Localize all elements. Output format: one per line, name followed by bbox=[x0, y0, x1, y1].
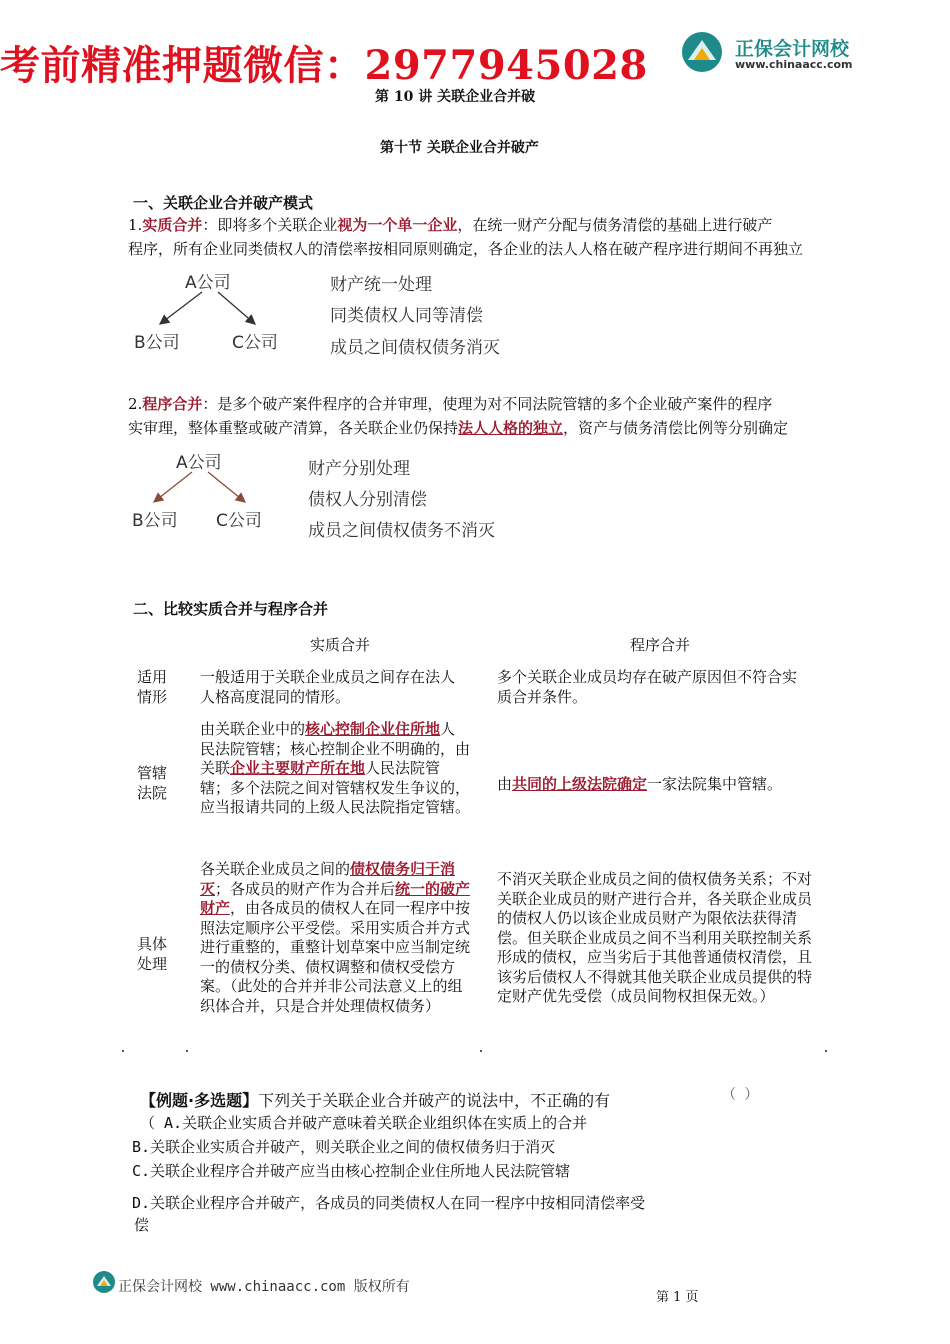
table-header-substantive: 实质合并 bbox=[310, 636, 371, 654]
option-d: D.关联企业程序合并破产，各成员的同类债权人在同一程序中按相同清偿率受 bbox=[132, 1194, 646, 1212]
option-b: B.关联企业实质合并破产，则关联企业之间的债权债务归于消灭 bbox=[132, 1138, 556, 1156]
term-procedural: 程序合并 bbox=[142, 395, 203, 413]
logo-icon bbox=[680, 30, 730, 74]
term-superior-court: 共同的上级法院确定 bbox=[512, 775, 648, 793]
term-single-entity: 视为一个单一企业 bbox=[337, 216, 458, 234]
example-question bbox=[140, 1088, 610, 1111]
row3-procedural: 不消灭关联企业成员之间的债权债务关系；不对关联企业成员的财产进行合并，各关联企业成员的债权人仍以该企业成员财产为限依法获得清偿。但关联企业成员之间不当利用关联控制关系形成的债权，应当劣后于其他普通债权清偿，且该劣后债权人不得就其他关联企业成员提供的特定财产优先受偿（成员间物权担保无效。） bbox=[497, 870, 813, 1005]
para-text: ，在统一财产分配与债务清偿的基础上进行破产 bbox=[457, 216, 773, 234]
term-core-domicile: 核心控制企业住所地 bbox=[305, 720, 441, 738]
lecture-title: 第 10 讲 关联企业合并破 bbox=[375, 89, 536, 105]
option-a: （ A.关联企业实质合并破产意味着关联企业组织体在实质上的合并 bbox=[140, 1114, 588, 1132]
term-unified-estate: 统一的破产财产 bbox=[200, 879, 471, 917]
node-a: A公司 bbox=[185, 273, 231, 293]
node-b: B公司 bbox=[132, 511, 178, 531]
row3-label: 具体 处理 bbox=[137, 935, 168, 973]
table-mark bbox=[186, 1050, 188, 1052]
option-d-cont: 偿 bbox=[134, 1216, 150, 1234]
section-title: 第十节 关联企业合并破产 bbox=[380, 140, 539, 156]
diagram-substantive bbox=[120, 262, 540, 362]
para-substantive-line2: 程序，所有企业同类债权人的清偿率按相同原则确定，各企业的法人人格在破产程序进行期间不再独立 bbox=[128, 240, 804, 258]
term-debts-extinguished: 债权债务归于消灭 bbox=[200, 860, 456, 898]
para-substantive bbox=[128, 214, 772, 235]
para-procedural-line2 bbox=[128, 419, 850, 437]
logo-brand: 正保会计网校 bbox=[735, 38, 850, 60]
table-mark bbox=[122, 1050, 124, 1052]
footer-logo-icon bbox=[92, 1270, 116, 1294]
para-procedural bbox=[128, 395, 850, 413]
para-text: ：即将多个关联企业 bbox=[202, 216, 338, 234]
table-mark bbox=[480, 1050, 482, 1052]
row1-substantive: 一般适用于关联企业成员之间存在法人人格高度混同的情形。 bbox=[200, 668, 456, 706]
diagram-procedural bbox=[120, 444, 540, 544]
example-title: 【例题·多选题】 bbox=[140, 1091, 259, 1110]
row1-label: 适用 情形 bbox=[137, 668, 168, 706]
diagram-arrows bbox=[120, 262, 320, 362]
diagram2-line-2: 债权人分别清偿 bbox=[308, 490, 427, 510]
example-paren: （ ） bbox=[722, 1087, 759, 1103]
row3-substantive: 各关联企业成员之间的债权债务归于消灭；各成员的财产作为合并后统一的破产财产，由各成员的债权人在同一程序中按照法定顺序公平受偿。采用实质合并方式进行重整的，重整计划草案中应当制定统一的债权分类、债权调整和债权受偿方案。（此处的合并并非公司法意义上的组织体合并，只是合并处理债权债务） bbox=[200, 860, 471, 1015]
row1-procedural: 多个关联企业成员均存在破产原因但不符合实质合并条件。 bbox=[497, 668, 798, 706]
row2-label: 管辖 法院 bbox=[137, 764, 168, 802]
row2-procedural: 由共同的上级法院确定一家法院集中管辖。 bbox=[497, 775, 783, 793]
row2-substantive: 由关联企业中的核心控制企业住所地人民法院管辖；核心控制企业不明确的，由关联企业主要财产所在地人民法院管辖；多个法院之间对管辖权发生争议的，应当报请共同的上级人民法院指定管辖。 bbox=[200, 720, 471, 816]
diagram1-line-2: 同类债权人同等清偿 bbox=[330, 306, 483, 326]
footer-page: 第 1 页 bbox=[656, 1290, 699, 1305]
diagram-arrows bbox=[120, 444, 320, 544]
table-header-procedural: 程序合并 bbox=[630, 636, 691, 654]
option-c: C.关联企业程序合并破产应当由核心控制企业住所地人民法院管辖 bbox=[132, 1162, 571, 1180]
term-independent: 法人人格的独立 bbox=[458, 419, 564, 437]
promo-banner: 考前精准押题微信：2977945028 bbox=[0, 42, 648, 89]
term-main-property: 企业主要财产所在地 bbox=[230, 759, 366, 777]
section1-heading: 一、关联企业合并破产模式 bbox=[133, 194, 314, 212]
para-num: 2. bbox=[128, 395, 143, 413]
term-substantive: 实质合并 bbox=[142, 216, 203, 234]
node-a: A公司 bbox=[176, 453, 222, 473]
logo-url: www.chinaacc.com bbox=[735, 58, 853, 71]
para-text: ，资产与债务清偿比例等分别确定 bbox=[563, 419, 789, 437]
para-text: ：是多个破产案件程序的合并审理，使理为对不同法院管辖的多个企业破产案件的程序 bbox=[202, 395, 773, 413]
node-c: C公司 bbox=[232, 333, 278, 353]
node-c: C公司 bbox=[216, 511, 262, 531]
diagram2-line-3: 成员之间债权债务不消灭 bbox=[308, 521, 495, 541]
diagram1-line-3: 成员之间债权债务消灭 bbox=[330, 338, 500, 358]
table-mark bbox=[825, 1050, 827, 1052]
node-b: B公司 bbox=[134, 333, 180, 353]
diagram2-line-1: 财产分别处理 bbox=[308, 459, 410, 479]
diagram1-line-1: 财产统一处理 bbox=[330, 275, 432, 295]
example-stem: 下列关于关联企业合并破产的说法中，不正确的有 bbox=[258, 1091, 611, 1110]
para-text: 实审理，整体重整或破产清算，各关联企业仍保持 bbox=[128, 419, 459, 437]
section2-heading: 二、比较实质合并与程序合并 bbox=[133, 600, 329, 618]
footer-copyright: 正保会计网校 www.chinaacc.com 版权所有 bbox=[118, 1279, 410, 1295]
para-num: 1. bbox=[128, 216, 143, 234]
